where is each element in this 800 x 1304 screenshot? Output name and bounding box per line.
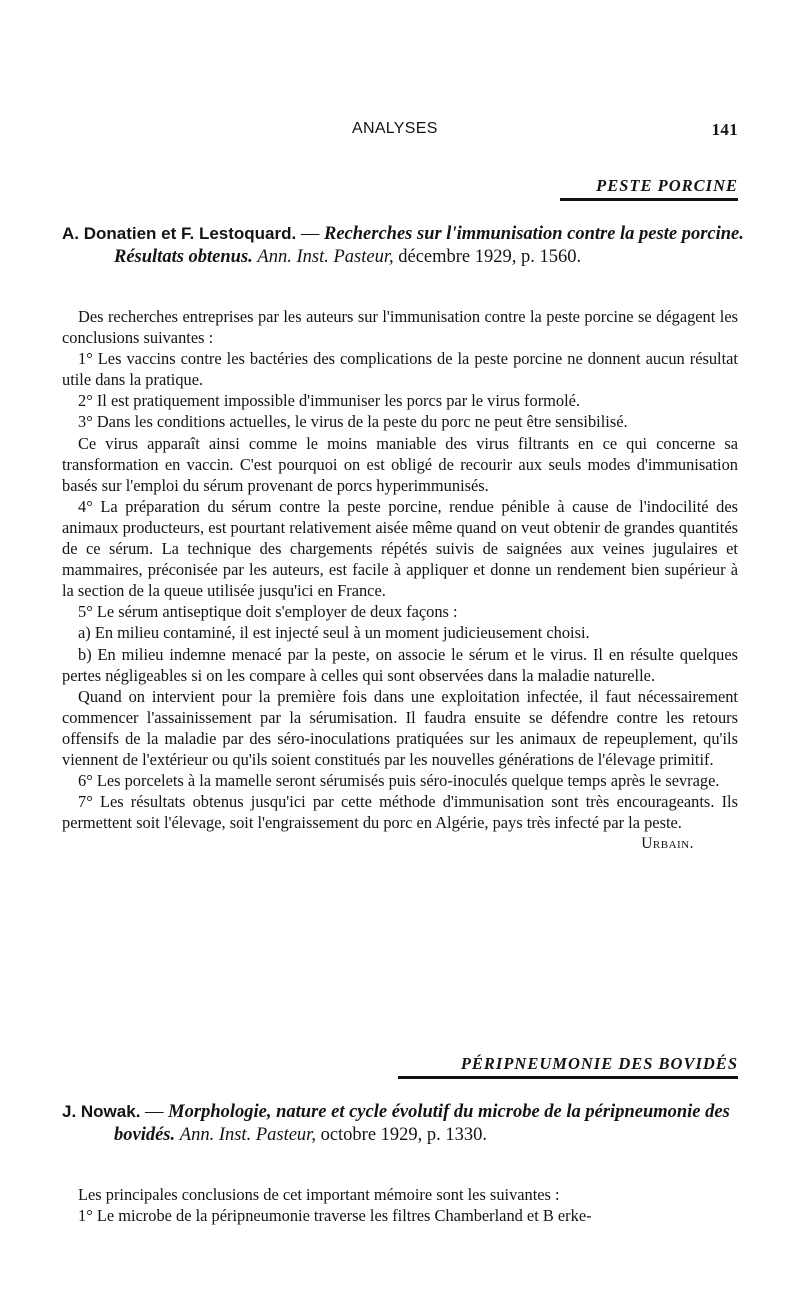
- running-header: [62, 120, 738, 144]
- reference-dash: —: [140, 1102, 169, 1122]
- section-heading-rule: [398, 1076, 738, 1079]
- running-title: ANALYSES: [352, 120, 438, 137]
- reference-journal: Ann. Inst. Pasteur,: [179, 1125, 316, 1145]
- paragraph: Quand on intervient pour la première fois dans une exploitation infectée, il faut nécessairement commencer l'assainissement par la sérumisation. Il faudra ensuite se défendre contre les retours offensifs de la maladie par des séro-inoculations pratiquées sur les animaux de repeuplement, qu'ils viennent de l'extérieur ou qu'ils soient constitués par les nouvelles générations de l'élevage primitif.: [62, 686, 738, 769]
- paragraph: 3° Dans les conditions actuelles, le virus de la peste du porc ne peut être sensibilisé.: [78, 412, 628, 432]
- bibliographic-reference: [62, 1100, 790, 1147]
- paragraph: 5° Le sérum antiseptique doit s'employer de deux façons :: [78, 602, 458, 622]
- paragraph: 6° Les porcelets à la mamelle seront sérumisés puis séro-inoculés quelque temps après le sevrage.: [78, 771, 720, 791]
- paragraph-last: [62, 791, 738, 853]
- reference-details: octobre 1929, p. 1330.: [315, 1125, 488, 1145]
- reference-title: Morphologie, nature et cycle évolutif du microbe de la péripneumonie des bovidés.: [114, 1102, 730, 1145]
- paragraph: 1° Les vaccins contre les bactéries des complications de la peste porcine ne donnent aucun résultat utile dans la pratique.: [62, 349, 738, 390]
- reference-authors: A. Donatien et F. Lestoquard.: [62, 224, 297, 243]
- section-peste-porcine: [62, 176, 738, 201]
- section-heading-rule: [560, 198, 738, 201]
- reference-authors: J. Nowak.: [62, 1102, 141, 1121]
- reference-dash: —: [296, 224, 324, 244]
- section-heading: PESTE PORCINE: [596, 176, 738, 195]
- paragraph: Ce virus apparaît ainsi comme le moins maniable des virus filtrants en ce qui concerne sa transformation en vaccin. C'est pourquoi on est obligé de recourir aux seuls modes d'immunisation basés sur l'emploi du sérum provenant de porcs hyperimmunisés.: [62, 433, 738, 495]
- section-heading: PÉRIPNEUMONIE DES BOVIDÉS: [460, 1054, 738, 1073]
- reference-title: Recherches sur l'immunisation contre la peste porcine. Résultats obtenus.: [114, 224, 744, 267]
- reference-journal: Ann. Inst. Pasteur,: [257, 247, 394, 267]
- paragraph: a) En milieu contaminé, il est injecté seul à un moment judicieusement choisi.: [78, 623, 590, 643]
- paragraph: Les principales conclusions de cet important mémoire sont les suivantes :: [78, 1185, 560, 1204]
- bibliographic-reference: [62, 222, 790, 269]
- article-body: [62, 1184, 738, 1226]
- paragraph: 2° Il est pratiquement impossible d'immuniser les porcs par le virus formolé.: [78, 391, 581, 411]
- paragraph-text: 7° Les résultats obtenus jusqu'ici par cette méthode d'immunisation sont très encourageants. Ils permettent soit l'élevage, soit l'engraissement du porc en Algérie, pays très infecté par la peste.: [62, 792, 738, 833]
- paragraph: 4° La préparation du sérum contre la peste porcine, rendue pénible à cause de l'indocilité des animaux producteurs, est pourtant relativement aisée même quand on veut obtenir de grandes quantités de ce sérum. La technique des chargements répétés suivis de saignées aux veines jugulaires et mammaires, préconisée par les auteurs, est facile à appliquer et donne un rendement bien supérieur à la section de la queue utilisée jusqu'ici en France.: [62, 496, 738, 601]
- paragraph: b) En milieu indemne menacé par la peste, on associe le sérum et le virus. Il en résulte quelques pertes négligeables si on les compare à celles qui sont observées dans la maladie naturelle.: [62, 644, 738, 685]
- reference-details: décembre 1929, p. 1560.: [393, 247, 582, 267]
- reviewer-signature: Urbain.: [641, 835, 694, 853]
- section-peripneumonie: [62, 1054, 738, 1079]
- page-number: 141: [711, 120, 738, 139]
- paragraph: Des recherches entreprises par les auteurs sur l'immunisation contre la peste porcine se dégagent les conclusions suivantes :: [62, 307, 738, 348]
- article-body: [62, 306, 738, 854]
- paragraph: 1° Le microbe de la péripneumonie traverse les filtres Chamberland et B erke-: [78, 1206, 592, 1226]
